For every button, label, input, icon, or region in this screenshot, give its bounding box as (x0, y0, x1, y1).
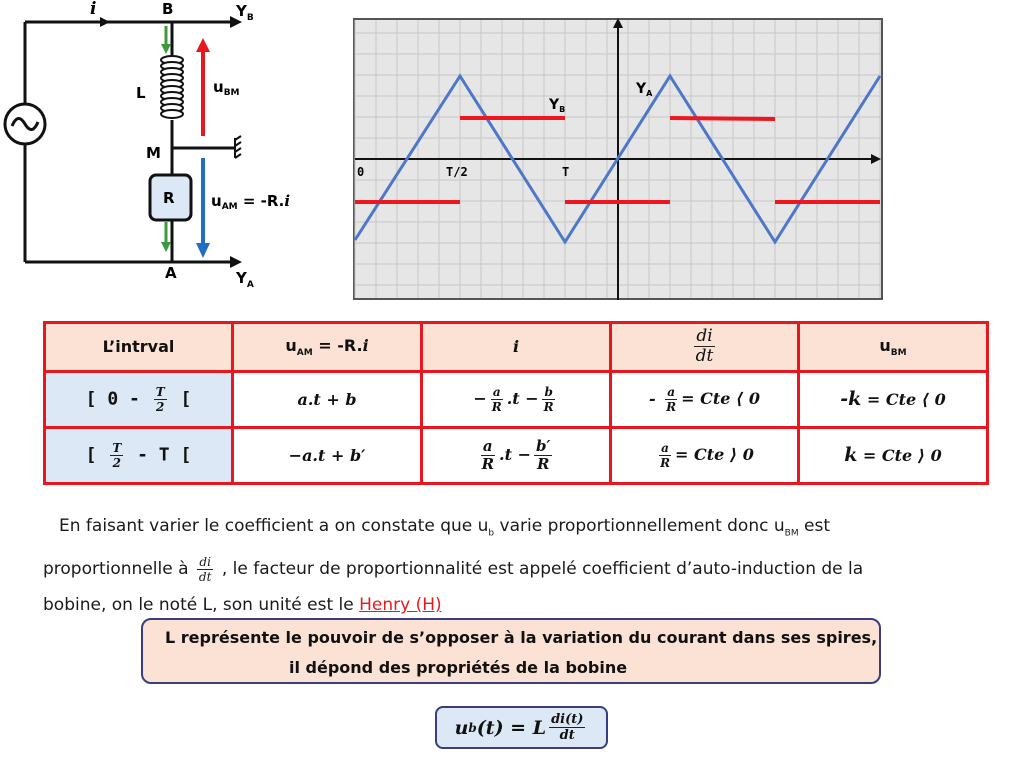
tick-zero-label: 0 (357, 165, 365, 179)
definition-line-2: il dépond des propriétés de la bobine (289, 658, 628, 677)
row1-didt: - $\frac{a}{R}$ = Cte ⟨ 0 (611, 371, 799, 427)
header-didt: $\frac{di}{dt}$ (611, 323, 799, 372)
ya-out-label: $Y_A$ (236, 269, 254, 290)
definition-line-1: L représente le pouvoir de s’opposer à la variation du courant dans ses spires, (165, 628, 878, 647)
ubm-arrow-icon (196, 38, 210, 136)
table-header-row (45, 323, 988, 372)
header-ubm: $u_{BM}$ (799, 323, 988, 372)
rl-circuit-diagram (0, 0, 330, 300)
row1-interval: [ 0 - $\frac{T}{2}$ [ (45, 371, 233, 427)
tick-half-period-label: T/2 (446, 165, 468, 179)
table-row (45, 427, 988, 483)
resistor-label: R (163, 189, 175, 207)
header-current: i (422, 323, 611, 372)
current-label: i (90, 0, 97, 19)
row2-uam: −a.t + b′ (233, 427, 422, 483)
row2-current: $\frac{a}{R}$ .t − $\frac{b'}{R}$ (422, 427, 611, 483)
row1-ubm: -k = Cte ⟨ 0 (799, 371, 988, 427)
node-a-label: A (165, 264, 177, 282)
paragraph-line-3: bobine, on le noté L, son unité est le Henry (H) (43, 595, 442, 616)
current-wire-arrow (100, 17, 110, 27)
results-table (43, 321, 989, 485)
node-b-label: B (162, 0, 174, 18)
yb-curve-label: $Y_B$ (549, 97, 566, 114)
table-row (45, 371, 988, 427)
uam-label: $u_{AM} = -R.i$ (211, 192, 291, 212)
ubm-label: $u_{BM}$ (213, 78, 240, 98)
row2-ubm: k = Cte ⟩ 0 (799, 427, 988, 483)
tick-period-label: T (562, 165, 570, 179)
header-interval: L’intrval (45, 323, 233, 372)
ya-wire-arrow (230, 256, 242, 268)
ac-generator-icon (5, 104, 45, 144)
explanation-paragraph (43, 508, 988, 623)
yb-out-label: $Y_B$ (236, 2, 254, 23)
node-m-label: M (146, 144, 161, 162)
uam-arrow-icon (196, 158, 210, 258)
row1-uam: a.t + b (233, 371, 422, 427)
paragraph-line-1: En faisant varier le coefficient a on constate que $u_b$ varie proportionnellement donc $u_{BM}$ est (59, 516, 830, 539)
inductor-coil-icon (161, 56, 183, 118)
paragraph-line-2: proportionnelle à $\frac{di}{dt}$ , le facteur de proportionnalité est appelé coefficient d’auto-induction de la (43, 554, 864, 584)
oscillogram (353, 18, 883, 300)
ground-symbol (235, 136, 241, 158)
inductance-formula: u b (t) = L $\frac{di(t)}{dt}$ (435, 706, 608, 749)
row1-current: − $\frac{a}{R}$ .t − $\frac{b}{R}$ (422, 371, 611, 427)
henry-link[interactable]: Henry (H) (359, 595, 442, 616)
row2-interval: [ $\frac{T}{2}$ - T [ (45, 427, 233, 483)
header-uam: $u_{AM} = -R.i$ (233, 323, 422, 372)
row2-didt: $\frac{a}{R}$ = Cte ⟩ 0 (611, 427, 799, 483)
definition-box (141, 618, 881, 684)
ya-curve-label: $Y_A$ (636, 81, 653, 98)
inductor-label: L (136, 84, 146, 102)
